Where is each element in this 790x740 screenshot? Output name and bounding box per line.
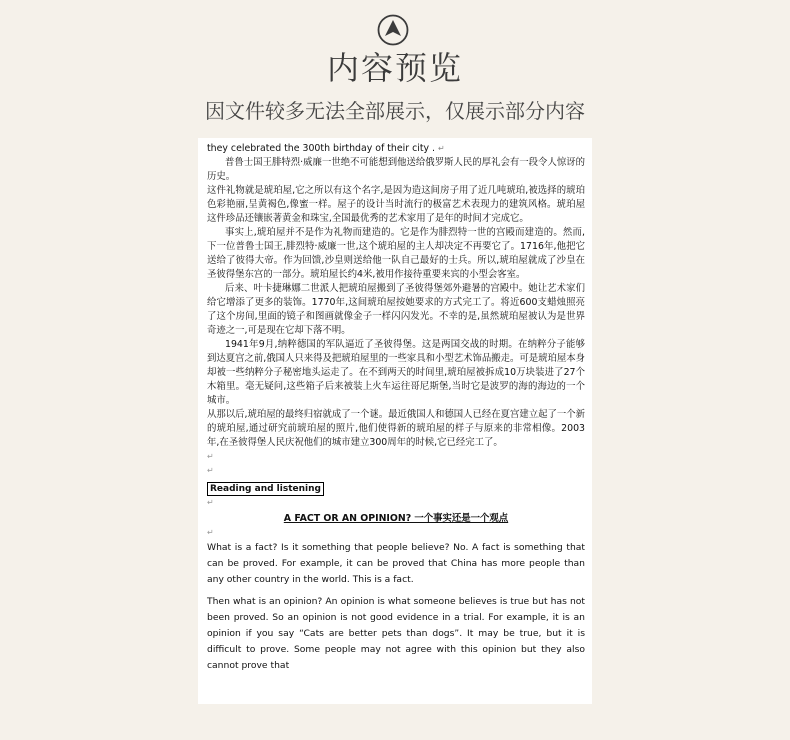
paragraph-mark-icon: ↵ <box>207 466 214 475</box>
doc-paragraph: 后来、叶卡捷琳娜二世派人把琥珀屋搬到了圣彼得堡郊外避暑的宫殿中。她让艺术家们给它增添了更多的装饰。1770年,这间琥珀屋按她要求的方式完工了。将近600支蜡烛照亮了这个房间,里面的镜子和图画就像金子一样闪闪发光。不幸的是,虽然琥珀屋被认为是世界奇迹之一,可是现在它却下落不明。 <box>207 283 585 336</box>
page-title: 内容预览 <box>326 49 463 87</box>
doc-paragraph: 1941年9月,纳粹德国的军队逼近了圣彼得堡。这是两国交战的时期。在纳粹分子能够到达夏宫之前,俄国人只来得及把琥珀屋里的一些家具和小型艺术饰品搬走。可是琥珀屋本身却被一些纳粹分子秘密地头运走了。在不到两天的时间里,琥珀屋被拆成10万块装进了27个木箱里。毫无疑问,这些箱子后来被装上火车运往哥尼斯堡,当时它是波罗的海的海边的一个城市。 <box>207 339 585 406</box>
page-subtitle: 因文件较多无法全部展示，仅展示部分内容 <box>205 99 585 123</box>
paragraph-mark-icon: ↵ <box>207 528 214 537</box>
doc-paragraph: 普鲁士国王腓特烈·威廉一世绝不可能想到他送给俄罗斯人民的厚礼会有一段令人惊讶的历史。 <box>207 157 585 182</box>
doc-paragraph: Then what is an opinion? An opinion is what someone believes is true but has not been proved. So an opinion is not good evidence in a trial. For example, it is an opinion if you say “Cats are better pets than dogs”. It may be true, but it is difficult to prove. Some people may not agree with this opinion but they also cannot prove that <box>207 596 585 671</box>
document-content <box>207 142 585 680</box>
paragraph-mark-icon: ↵ <box>207 452 214 461</box>
paragraph-mark-icon: ↵ <box>207 498 214 507</box>
doc-text: they celebrated the 300th birthday of their city . <box>207 143 436 154</box>
doc-paragraph: 这件礼物就是琥珀屋,它之所以有这个名字,是因为造这间房子用了近几吨琥珀,被选择的琥珀色彩艳丽,呈黄褐色,像蜜一样。屋子的设计当时流行的极富艺术表现力的建筑风格。琥珀屋这件珍品还镶嵌著黄金和珠宝,全国最优秀的艺术家用了是年的时间才完成它。 <box>207 185 585 224</box>
doc-paragraph: What is a fact? Is it something that people believe? No. A fact is something that can be proved. For example, it can be proved that China has more people than any other country in the world. This is a fact. <box>207 542 585 585</box>
doc-paragraph: 从那以后,琥珀屋的最终归宿就成了一个谜。最近俄国人和德国人已经在夏宫建立起了一个新的琥珀屋,通过研究前琥珀屋的照片,他们使得新的琥珀屋的样子与原来的非常相像。2003年,在圣彼得堡人民庆祝他们的城市建立300周年的时候,它已经完工了。 <box>207 409 585 448</box>
paragraph-mark-icon: ↵ <box>438 144 445 153</box>
compass-arrow-icon <box>377 14 409 46</box>
section-heading: Reading and listening <box>207 482 324 496</box>
document-preview <box>198 138 592 704</box>
doc-line <box>207 142 585 156</box>
doc-paragraph: 事实上,琥珀屋并不是作为礼物而建造的。它是作为腓烈特一世的宫殿而建造的。然而,下一位普鲁士国王,腓烈特·威廉一世,这个琥珀屋的主人却决定不再要它了。1716年,他把它送给了彼得大帝。作为回馈,沙皇则送给他一队自己最好的士兵。所以,琥珀屋就成了沙皇在圣彼得堡东宫的一部分。琥珀屋长约4米,被用作接待重要来宾的小型会客室。 <box>207 227 585 280</box>
article-title: A FACT OR AN OPINION? 一个事实还是一个观点 <box>283 513 509 524</box>
